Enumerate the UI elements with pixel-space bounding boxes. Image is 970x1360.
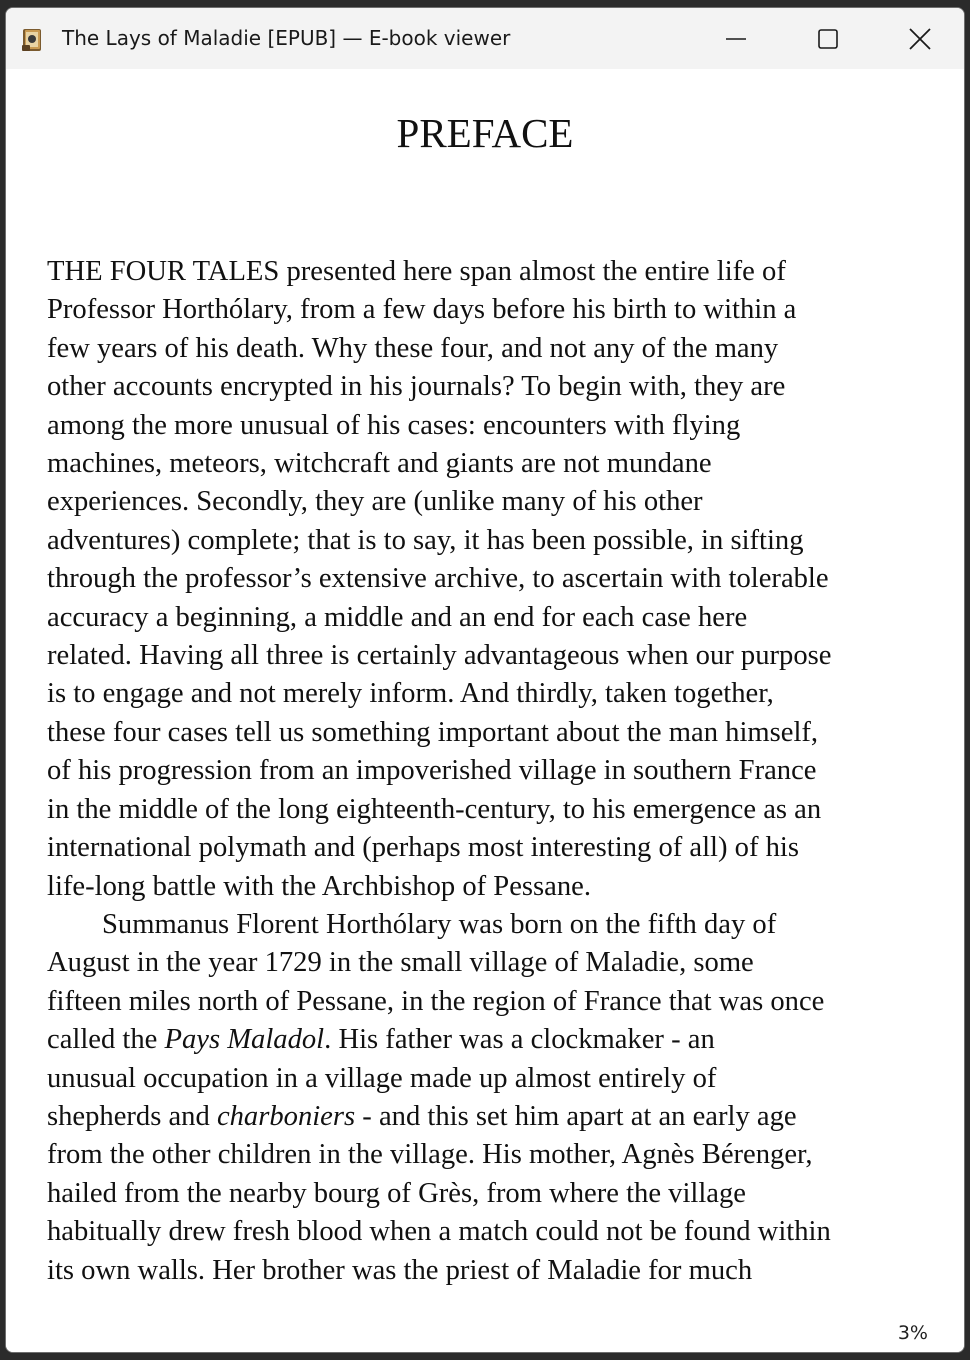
text-line: accuracy a beginning, a middle and an end for each case here [47, 601, 748, 633]
text-line: of his progression from an impoverished village in southern France [47, 755, 817, 787]
text-line [47, 1021, 933, 1059]
paragraph-1 [47, 253, 933, 906]
text-line: its own walls. Her brother was the priest of Maladie for much [47, 1254, 753, 1286]
text-fragment: shepherds and [47, 1100, 217, 1132]
text-line: related. Having all three is certainly advantageous when our purpose [47, 640, 832, 672]
text-fragment: . His father was a clockmaker - an [324, 1024, 715, 1056]
text-line: from the other children in the village. His mother, Agnès Bérenger, [47, 1139, 813, 1171]
italic-term: Pays Maladol [164, 1024, 325, 1056]
text-line: other accounts encrypted in his journals? To begin with, they are [47, 371, 786, 403]
ebook-viewer-icon [20, 27, 46, 53]
paragraph-2 [47, 906, 933, 1290]
minimize-icon [725, 28, 747, 50]
text-line: in the middle of the long eighteenth-century, to his emergence as an [47, 793, 822, 825]
text-line: Professor Horthólary, from a few days before his birth to within a [47, 294, 797, 326]
text-line: August in the year 1729 in the small village of Maladie, some [47, 947, 754, 979]
text-line: fifteen miles north of Pessane, in the region of France that was once [47, 985, 825, 1017]
text-line: adventures) complete; that is to say, it has been possible, in sifting [47, 524, 804, 556]
book-page[interactable] [6, 69, 964, 1353]
reading-progress: 3% [897, 1322, 928, 1344]
maximize-button[interactable] [782, 8, 874, 69]
maximize-icon [817, 28, 839, 50]
text-fragment: called the [47, 1024, 165, 1056]
text-line: few years of his death. Why these four, and not any of the many [47, 332, 779, 364]
text-fragment: - and this set him apart at an early age [355, 1100, 797, 1132]
text-line: Summanus Florent Horthólary was born on the fifth day of [102, 908, 777, 940]
text-line: life-long battle with the Archbishop of Pessane. [47, 870, 591, 902]
italic-term: charboniers [216, 1100, 356, 1132]
title-bar[interactable] [6, 8, 964, 69]
text-line: is to engage and not merely inform. And thirdly, taken together, [47, 678, 774, 710]
text-line [47, 1098, 933, 1136]
close-icon [908, 27, 932, 51]
minimize-button[interactable] [690, 8, 782, 69]
text-line: among the more unusual of his cases: encounters with flying [47, 409, 741, 441]
text-line: machines, meteors, witchcraft and giants are not mundane [47, 448, 712, 480]
book-text [47, 253, 933, 1290]
text-line: international polymath and (perhaps most interesting of all) of his [47, 832, 799, 864]
text-line: unusual occupation in a village made up almost entirely of [47, 1062, 717, 1094]
ebook-viewer-window [5, 7, 965, 1353]
text-line: experiences. Secondly, they are (unlike many of his other [47, 486, 703, 518]
window-title: The Lays of Maladie [EPUB] — E-book viewer [62, 26, 511, 50]
chapter-title: PREFACE [396, 110, 574, 156]
text-line: hailed from the nearby bourg of Grès, from where the village [47, 1177, 746, 1209]
close-button[interactable] [874, 8, 965, 69]
text-line: habitually drew fresh blood when a match could not be found within [47, 1216, 831, 1248]
text-line: through the professor’s extensive archive, to ascertain with tolerable [47, 563, 829, 595]
text-line: these four cases tell us something important about the man himself, [47, 716, 819, 748]
text-line: THE FOUR TALES presented here span almost the entire life of [47, 256, 786, 287]
